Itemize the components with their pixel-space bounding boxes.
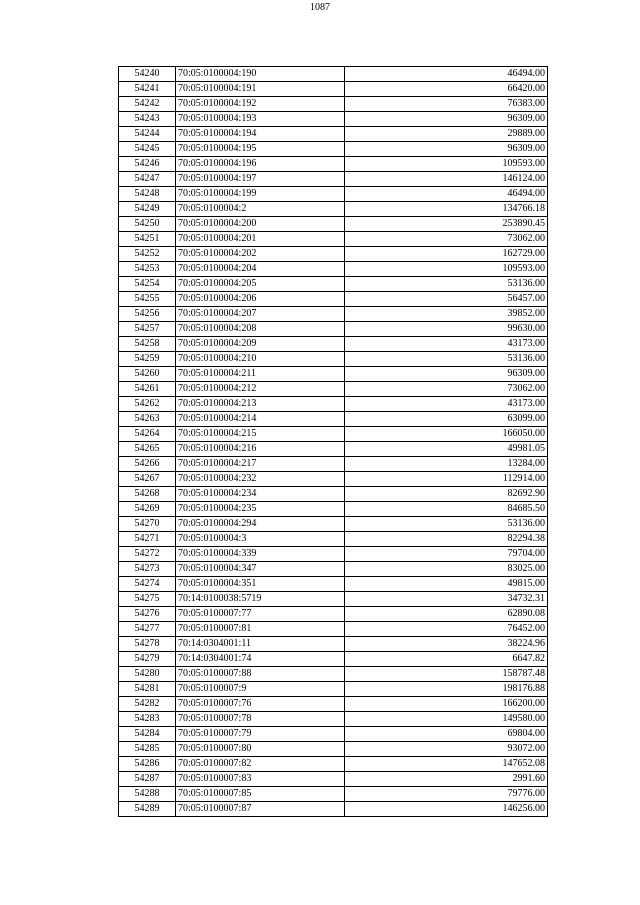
value-cell: 46494.00 xyxy=(345,187,548,202)
table-row xyxy=(119,127,548,142)
cadastral-number-cell: 70:05:0100004:206 xyxy=(176,292,345,307)
row-number-cell: 54267 xyxy=(119,472,176,487)
table-row xyxy=(119,532,548,547)
row-number-cell: 54251 xyxy=(119,232,176,247)
table-row xyxy=(119,562,548,577)
cadastral-number-cell: 70:14:0304001:74 xyxy=(176,652,345,667)
row-number-cell: 54249 xyxy=(119,202,176,217)
value-cell: 162729.00 xyxy=(345,247,548,262)
row-number-cell: 54257 xyxy=(119,322,176,337)
row-number-cell: 54242 xyxy=(119,97,176,112)
row-number-cell: 54280 xyxy=(119,667,176,682)
cadastral-number-cell: 70:05:0100004:193 xyxy=(176,112,345,127)
value-cell: 134766.18 xyxy=(345,202,548,217)
row-number-cell: 54244 xyxy=(119,127,176,142)
value-cell: 158787.48 xyxy=(345,667,548,682)
cadastral-number-cell: 70:05:0100007:83 xyxy=(176,772,345,787)
cadastral-number-cell: 70:05:0100004:192 xyxy=(176,97,345,112)
value-cell: 149580.00 xyxy=(345,712,548,727)
value-cell: 2991.60 xyxy=(345,772,548,787)
row-number-cell: 54286 xyxy=(119,757,176,772)
table-row xyxy=(119,97,548,112)
table-row xyxy=(119,637,548,652)
table-row xyxy=(119,592,548,607)
cadastral-number-cell: 70:05:0100004:209 xyxy=(176,337,345,352)
table-row xyxy=(119,277,548,292)
table-row xyxy=(119,307,548,322)
table-row xyxy=(119,547,548,562)
row-number-cell: 54277 xyxy=(119,622,176,637)
value-cell: 79704.00 xyxy=(345,547,548,562)
value-cell: 109593.00 xyxy=(345,157,548,172)
table-row xyxy=(119,397,548,412)
table-row xyxy=(119,292,548,307)
cadastral-value-table xyxy=(118,66,548,817)
cadastral-number-cell: 70:05:0100004:214 xyxy=(176,412,345,427)
row-number-cell: 54263 xyxy=(119,412,176,427)
row-number-cell: 54262 xyxy=(119,397,176,412)
table-row xyxy=(119,442,548,457)
row-number-cell: 54254 xyxy=(119,277,176,292)
cadastral-number-cell: 70:05:0100007:85 xyxy=(176,787,345,802)
cadastral-number-cell: 70:05:0100004:212 xyxy=(176,382,345,397)
row-number-cell: 54240 xyxy=(119,67,176,82)
value-cell: 82692.90 xyxy=(345,487,548,502)
row-number-cell: 54255 xyxy=(119,292,176,307)
table-row xyxy=(119,157,548,172)
value-cell: 73062.00 xyxy=(345,232,548,247)
row-number-cell: 54265 xyxy=(119,442,176,457)
row-number-cell: 54264 xyxy=(119,427,176,442)
table-row xyxy=(119,577,548,592)
value-cell: 39852.00 xyxy=(345,307,548,322)
value-cell: 253890.45 xyxy=(345,217,548,232)
value-cell: 146256.00 xyxy=(345,802,548,817)
table-row xyxy=(119,337,548,352)
row-number-cell: 54259 xyxy=(119,352,176,367)
cadastral-number-cell: 70:05:0100004:195 xyxy=(176,142,345,157)
cadastral-number-cell: 70:05:0100007:88 xyxy=(176,667,345,682)
cadastral-number-cell: 70:14:0304001:11 xyxy=(176,637,345,652)
value-cell: 69804.00 xyxy=(345,727,548,742)
table-row xyxy=(119,322,548,337)
row-number-cell: 54268 xyxy=(119,487,176,502)
cadastral-number-cell: 70:05:0100004:339 xyxy=(176,547,345,562)
cadastral-number-cell: 70:05:0100007:82 xyxy=(176,757,345,772)
value-cell: 96309.00 xyxy=(345,367,548,382)
page-number: 1087 xyxy=(310,2,330,13)
row-number-cell: 54269 xyxy=(119,502,176,517)
row-number-cell: 54245 xyxy=(119,142,176,157)
cadastral-number-cell: 70:05:0100007:80 xyxy=(176,742,345,757)
value-cell: 76452.00 xyxy=(345,622,548,637)
row-number-cell: 54282 xyxy=(119,697,176,712)
row-number-cell: 54252 xyxy=(119,247,176,262)
table-row xyxy=(119,757,548,772)
table-row xyxy=(119,187,548,202)
value-cell: 73062.00 xyxy=(345,382,548,397)
value-cell: 62890.08 xyxy=(345,607,548,622)
row-number-cell: 54285 xyxy=(119,742,176,757)
value-cell: 49981.05 xyxy=(345,442,548,457)
cadastral-number-cell: 70:05:0100004:215 xyxy=(176,427,345,442)
value-cell: 147652.08 xyxy=(345,757,548,772)
table-row xyxy=(119,412,548,427)
cadastral-number-cell: 70:05:0100004:294 xyxy=(176,517,345,532)
value-cell: 84685.50 xyxy=(345,502,548,517)
cadastral-number-cell: 70:05:0100007:79 xyxy=(176,727,345,742)
table-row xyxy=(119,352,548,367)
cadastral-number-cell: 70:05:0100004:196 xyxy=(176,157,345,172)
row-number-cell: 54258 xyxy=(119,337,176,352)
value-cell: 66420.00 xyxy=(345,82,548,97)
table-row xyxy=(119,382,548,397)
table-row xyxy=(119,67,548,82)
value-cell: 166050.00 xyxy=(345,427,548,442)
table-row xyxy=(119,517,548,532)
value-cell: 146124.00 xyxy=(345,172,548,187)
value-cell: 56457.00 xyxy=(345,292,548,307)
value-cell: 13284.00 xyxy=(345,457,548,472)
table-row xyxy=(119,217,548,232)
table-row xyxy=(119,652,548,667)
row-number-cell: 54241 xyxy=(119,82,176,97)
value-cell: 96309.00 xyxy=(345,142,548,157)
value-cell: 53136.00 xyxy=(345,352,548,367)
value-cell: 63099.00 xyxy=(345,412,548,427)
table-row xyxy=(119,622,548,637)
row-number-cell: 54273 xyxy=(119,562,176,577)
row-number-cell: 54272 xyxy=(119,547,176,562)
cadastral-number-cell: 70:05:0100004:217 xyxy=(176,457,345,472)
value-cell: 38224.96 xyxy=(345,637,548,652)
row-number-cell: 54284 xyxy=(119,727,176,742)
cadastral-number-cell: 70:05:0100004:351 xyxy=(176,577,345,592)
cadastral-number-cell: 70:14:0100038:5719 xyxy=(176,592,345,607)
row-number-cell: 54288 xyxy=(119,787,176,802)
row-number-cell: 54246 xyxy=(119,157,176,172)
table-row xyxy=(119,727,548,742)
value-cell: 53136.00 xyxy=(345,517,548,532)
table-row xyxy=(119,502,548,517)
cadastral-number-cell: 70:05:0100004:213 xyxy=(176,397,345,412)
table-row xyxy=(119,712,548,727)
value-cell: 198176.88 xyxy=(345,682,548,697)
table-row xyxy=(119,682,548,697)
value-cell: 34732.31 xyxy=(345,592,548,607)
value-cell: 76383.00 xyxy=(345,97,548,112)
table-row xyxy=(119,472,548,487)
value-cell: 93072.00 xyxy=(345,742,548,757)
value-cell: 49815.00 xyxy=(345,577,548,592)
value-cell: 53136.00 xyxy=(345,277,548,292)
table-row xyxy=(119,262,548,277)
cadastral-number-cell: 70:05:0100004:194 xyxy=(176,127,345,142)
cadastral-number-cell: 70:05:0100004:208 xyxy=(176,322,345,337)
cadastral-number-cell: 70:05:0100004:191 xyxy=(176,82,345,97)
row-number-cell: 54271 xyxy=(119,532,176,547)
cadastral-number-cell: 70:05:0100004:207 xyxy=(176,307,345,322)
row-number-cell: 54250 xyxy=(119,217,176,232)
row-number-cell: 54278 xyxy=(119,637,176,652)
row-number-cell: 54283 xyxy=(119,712,176,727)
cadastral-number-cell: 70:05:0100007:9 xyxy=(176,682,345,697)
value-cell: 166200.00 xyxy=(345,697,548,712)
value-cell: 79776.00 xyxy=(345,787,548,802)
table-row xyxy=(119,427,548,442)
row-number-cell: 54256 xyxy=(119,307,176,322)
table-row xyxy=(119,667,548,682)
row-number-cell: 54289 xyxy=(119,802,176,817)
cadastral-number-cell: 70:05:0100007:76 xyxy=(176,697,345,712)
row-number-cell: 54281 xyxy=(119,682,176,697)
table-body xyxy=(119,67,548,817)
cadastral-number-cell: 70:05:0100007:87 xyxy=(176,802,345,817)
value-cell: 29889.00 xyxy=(345,127,548,142)
table-row xyxy=(119,487,548,502)
cadastral-number-cell: 70:05:0100004:347 xyxy=(176,562,345,577)
row-number-cell: 54260 xyxy=(119,367,176,382)
value-cell: 6647.82 xyxy=(345,652,548,667)
row-number-cell: 54274 xyxy=(119,577,176,592)
cadastral-number-cell: 70:05:0100004:210 xyxy=(176,352,345,367)
row-number-cell: 54261 xyxy=(119,382,176,397)
cadastral-number-cell: 70:05:0100007:81 xyxy=(176,622,345,637)
row-number-cell: 54270 xyxy=(119,517,176,532)
cadastral-number-cell: 70:05:0100004:216 xyxy=(176,442,345,457)
cadastral-number-cell: 70:05:0100004:202 xyxy=(176,247,345,262)
table-row xyxy=(119,172,548,187)
value-cell: 96309.00 xyxy=(345,112,548,127)
table-row xyxy=(119,142,548,157)
cadastral-number-cell: 70:05:0100004:199 xyxy=(176,187,345,202)
table-row xyxy=(119,457,548,472)
table-row xyxy=(119,607,548,622)
cadastral-number-cell: 70:05:0100004:3 xyxy=(176,532,345,547)
value-cell: 99630.00 xyxy=(345,322,548,337)
row-number-cell: 54279 xyxy=(119,652,176,667)
cadastral-number-cell: 70:05:0100004:200 xyxy=(176,217,345,232)
table-row xyxy=(119,772,548,787)
row-number-cell: 54275 xyxy=(119,592,176,607)
cadastral-number-cell: 70:05:0100004:201 xyxy=(176,232,345,247)
cadastral-number-cell: 70:05:0100007:77 xyxy=(176,607,345,622)
cadastral-number-cell: 70:05:0100004:211 xyxy=(176,367,345,382)
value-cell: 43173.00 xyxy=(345,397,548,412)
table-row xyxy=(119,82,548,97)
row-number-cell: 54243 xyxy=(119,112,176,127)
value-cell: 83025.00 xyxy=(345,562,548,577)
row-number-cell: 54248 xyxy=(119,187,176,202)
value-cell: 109593.00 xyxy=(345,262,548,277)
row-number-cell: 54276 xyxy=(119,607,176,622)
row-number-cell: 54247 xyxy=(119,172,176,187)
row-number-cell: 54266 xyxy=(119,457,176,472)
table-row xyxy=(119,367,548,382)
row-number-cell: 54253 xyxy=(119,262,176,277)
table-row xyxy=(119,787,548,802)
cadastral-number-cell: 70:05:0100004:235 xyxy=(176,502,345,517)
value-cell: 46494.00 xyxy=(345,67,548,82)
value-cell: 82294.38 xyxy=(345,532,548,547)
table-row xyxy=(119,247,548,262)
cadastral-number-cell: 70:05:0100004:232 xyxy=(176,472,345,487)
cadastral-number-cell: 70:05:0100004:190 xyxy=(176,67,345,82)
cadastral-number-cell: 70:05:0100004:197 xyxy=(176,172,345,187)
table-row xyxy=(119,697,548,712)
cadastral-number-cell: 70:05:0100007:78 xyxy=(176,712,345,727)
table-row xyxy=(119,742,548,757)
cadastral-number-cell: 70:05:0100004:2 xyxy=(176,202,345,217)
cadastral-number-cell: 70:05:0100004:204 xyxy=(176,262,345,277)
table-row xyxy=(119,802,548,817)
row-number-cell: 54287 xyxy=(119,772,176,787)
value-cell: 43173.00 xyxy=(345,337,548,352)
value-cell: 112914.00 xyxy=(345,472,548,487)
cadastral-number-cell: 70:05:0100004:205 xyxy=(176,277,345,292)
table-row xyxy=(119,112,548,127)
table-row xyxy=(119,202,548,217)
cadastral-number-cell: 70:05:0100004:234 xyxy=(176,487,345,502)
table-row xyxy=(119,232,548,247)
